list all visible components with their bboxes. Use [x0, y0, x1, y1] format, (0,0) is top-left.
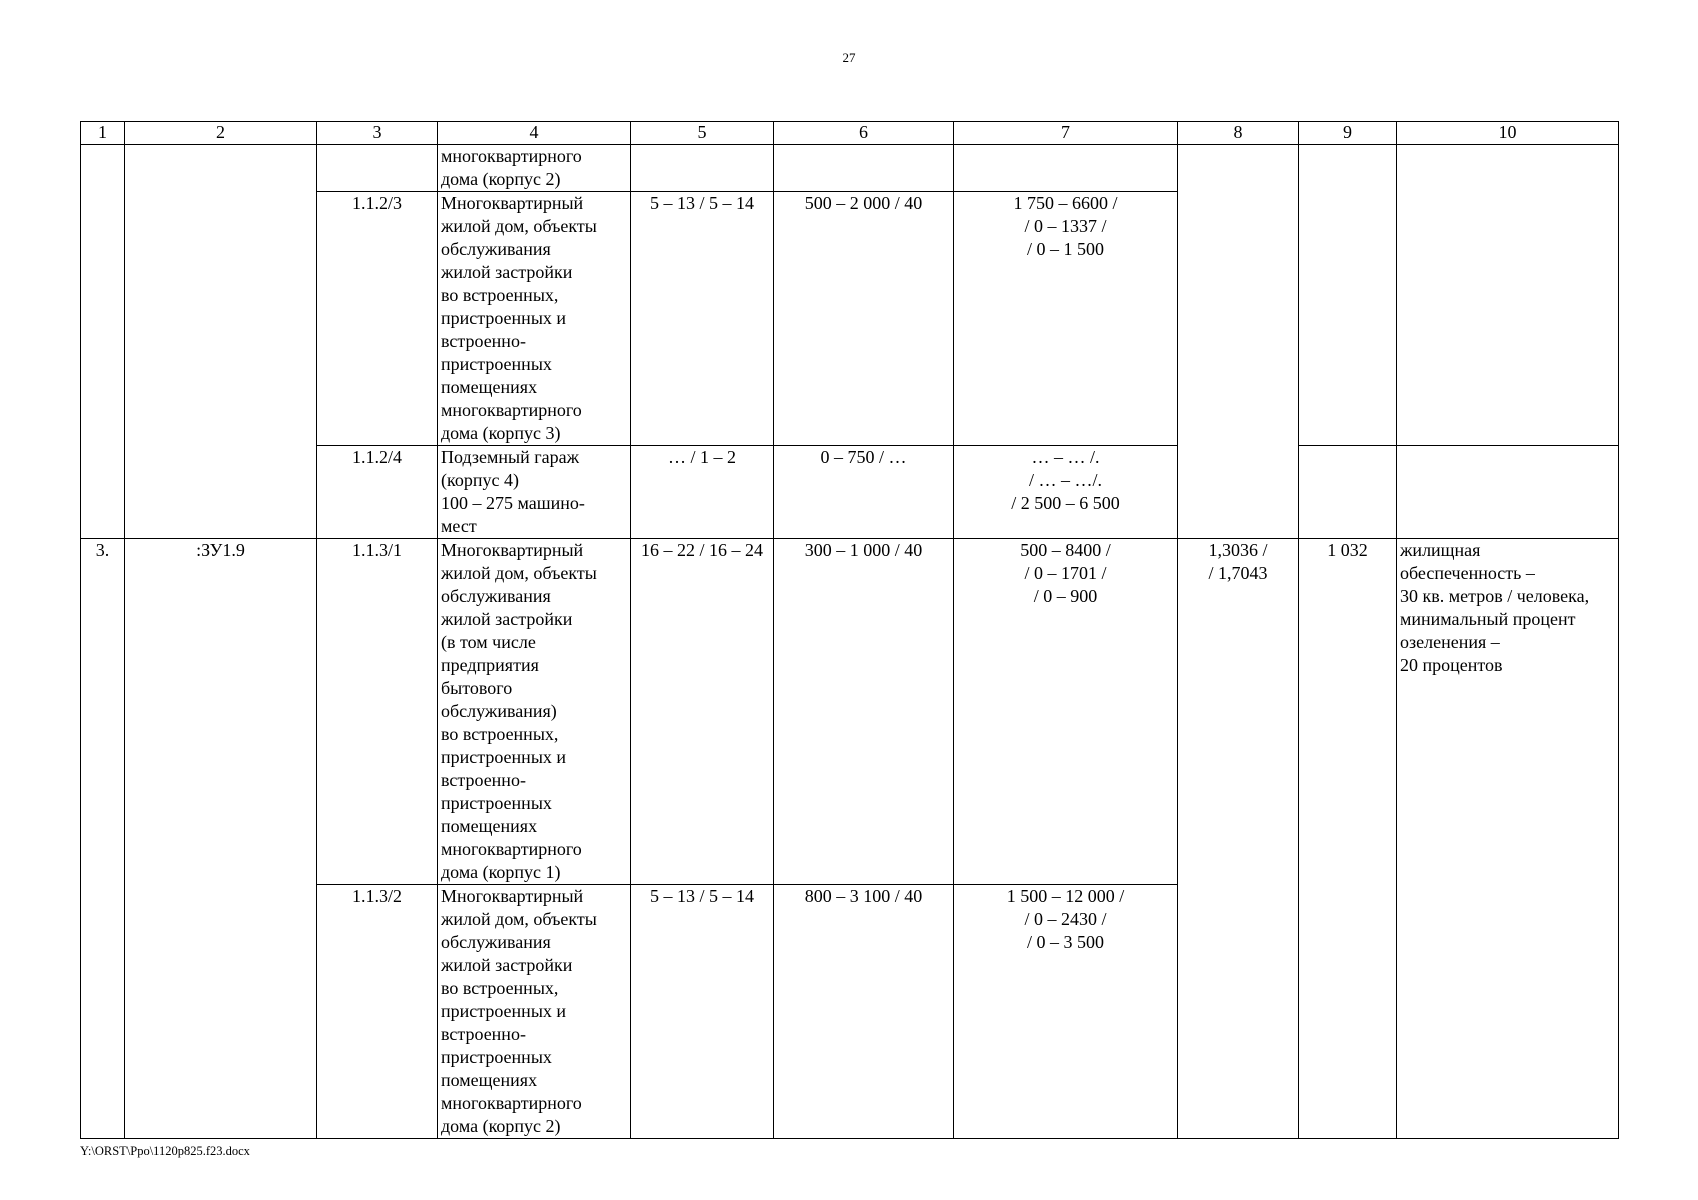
table-cell: [317, 145, 438, 192]
header-cell: 9: [1299, 122, 1397, 145]
table-cell: 0 – 750 / …: [774, 446, 954, 539]
table-cell: 1 500 – 12 000 / / 0 – 2430 / / 0 – 3 500: [954, 885, 1178, 1139]
table-cell: многоквартирного дома (корпус 2): [438, 145, 631, 192]
header-cell: 2: [125, 122, 317, 145]
table-cell: 1.1.3/2: [317, 885, 438, 1139]
table-cell: Многоквартирный жилой дом, объекты обслуживания жилой застройки во встроенных, пристроенных и встроенно- пристроенных помещениях многоквартирного дома (корпус 2): [438, 885, 631, 1139]
table-cell: [774, 145, 954, 192]
table-row: [81, 539, 1619, 885]
table-cell: 1 032: [1299, 539, 1397, 1139]
table-cell: 3.: [81, 539, 125, 1139]
table-cell: [1299, 145, 1397, 446]
table-cell: 1.1.2/3: [317, 192, 438, 446]
header-cell: 4: [438, 122, 631, 145]
header-cell: 8: [1178, 122, 1299, 145]
table-cell: 16 – 22 / 16 – 24: [631, 539, 774, 885]
table-cell: [1397, 145, 1619, 446]
data-table: [80, 121, 1619, 1139]
header-row: [81, 122, 1619, 145]
table-cell: [1397, 446, 1619, 539]
header-cell: 5: [631, 122, 774, 145]
table-cell: [125, 145, 317, 539]
table-cell: :ЗУ1.9: [125, 539, 317, 1139]
table-cell: 500 – 8400 / / 0 – 1701 / / 0 – 900: [954, 539, 1178, 885]
table-cell: [1178, 145, 1299, 539]
table-cell: 5 – 13 / 5 – 14: [631, 192, 774, 446]
table-cell: 500 – 2 000 / 40: [774, 192, 954, 446]
table-cell: жилищная обеспеченность – 30 кв. метров / человека, минимальный процент озеленения – 20 процентов: [1397, 539, 1619, 1139]
table-cell: 5 – 13 / 5 – 14: [631, 885, 774, 1139]
header-cell: 7: [954, 122, 1178, 145]
header-cell: 6: [774, 122, 954, 145]
table-cell: 1,3036 / / 1,7043: [1178, 539, 1299, 1139]
table-cell: [631, 145, 774, 192]
table-cell: 300 – 1 000 / 40: [774, 539, 954, 885]
table-cell: [1299, 446, 1397, 539]
table-cell: … – … /. / … – …/. / 2 500 – 6 500: [954, 446, 1178, 539]
table-cell: [81, 145, 125, 539]
table-cell: 800 – 3 100 / 40: [774, 885, 954, 1139]
header-cell: 3: [317, 122, 438, 145]
table-cell: Подземный гараж (корпус 4) 100 – 275 машино- мест: [438, 446, 631, 539]
table-cell: … / 1 – 2: [631, 446, 774, 539]
file-path-footer: Y:\ORST\Ppo\1120p825.f23.docx: [80, 1144, 250, 1158]
table-cell: [954, 145, 1178, 192]
table-row: [81, 145, 1619, 192]
table-cell: 1.1.2/4: [317, 446, 438, 539]
table-cell: 1.1.3/1: [317, 539, 438, 885]
page-number: 27: [842, 50, 856, 65]
table-cell: Многоквартирный жилой дом, объекты обслуживания жилой застройки (в том числе предприятия бытового обслуживания) во встроенных, пристроенных и встроенно- пристроенных помещениях многоквартирного дома (корпус 1): [438, 539, 631, 885]
header-cell: 1: [81, 122, 125, 145]
table-cell: 1 750 – 6600 / / 0 – 1337 / / 0 – 1 500: [954, 192, 1178, 446]
header-cell: 10: [1397, 122, 1619, 145]
table-cell: Многоквартирный жилой дом, объекты обслуживания жилой застройки во встроенных, пристроенных и встроенно- пристроенных помещениях многоквартирного дома (корпус 3): [438, 192, 631, 446]
